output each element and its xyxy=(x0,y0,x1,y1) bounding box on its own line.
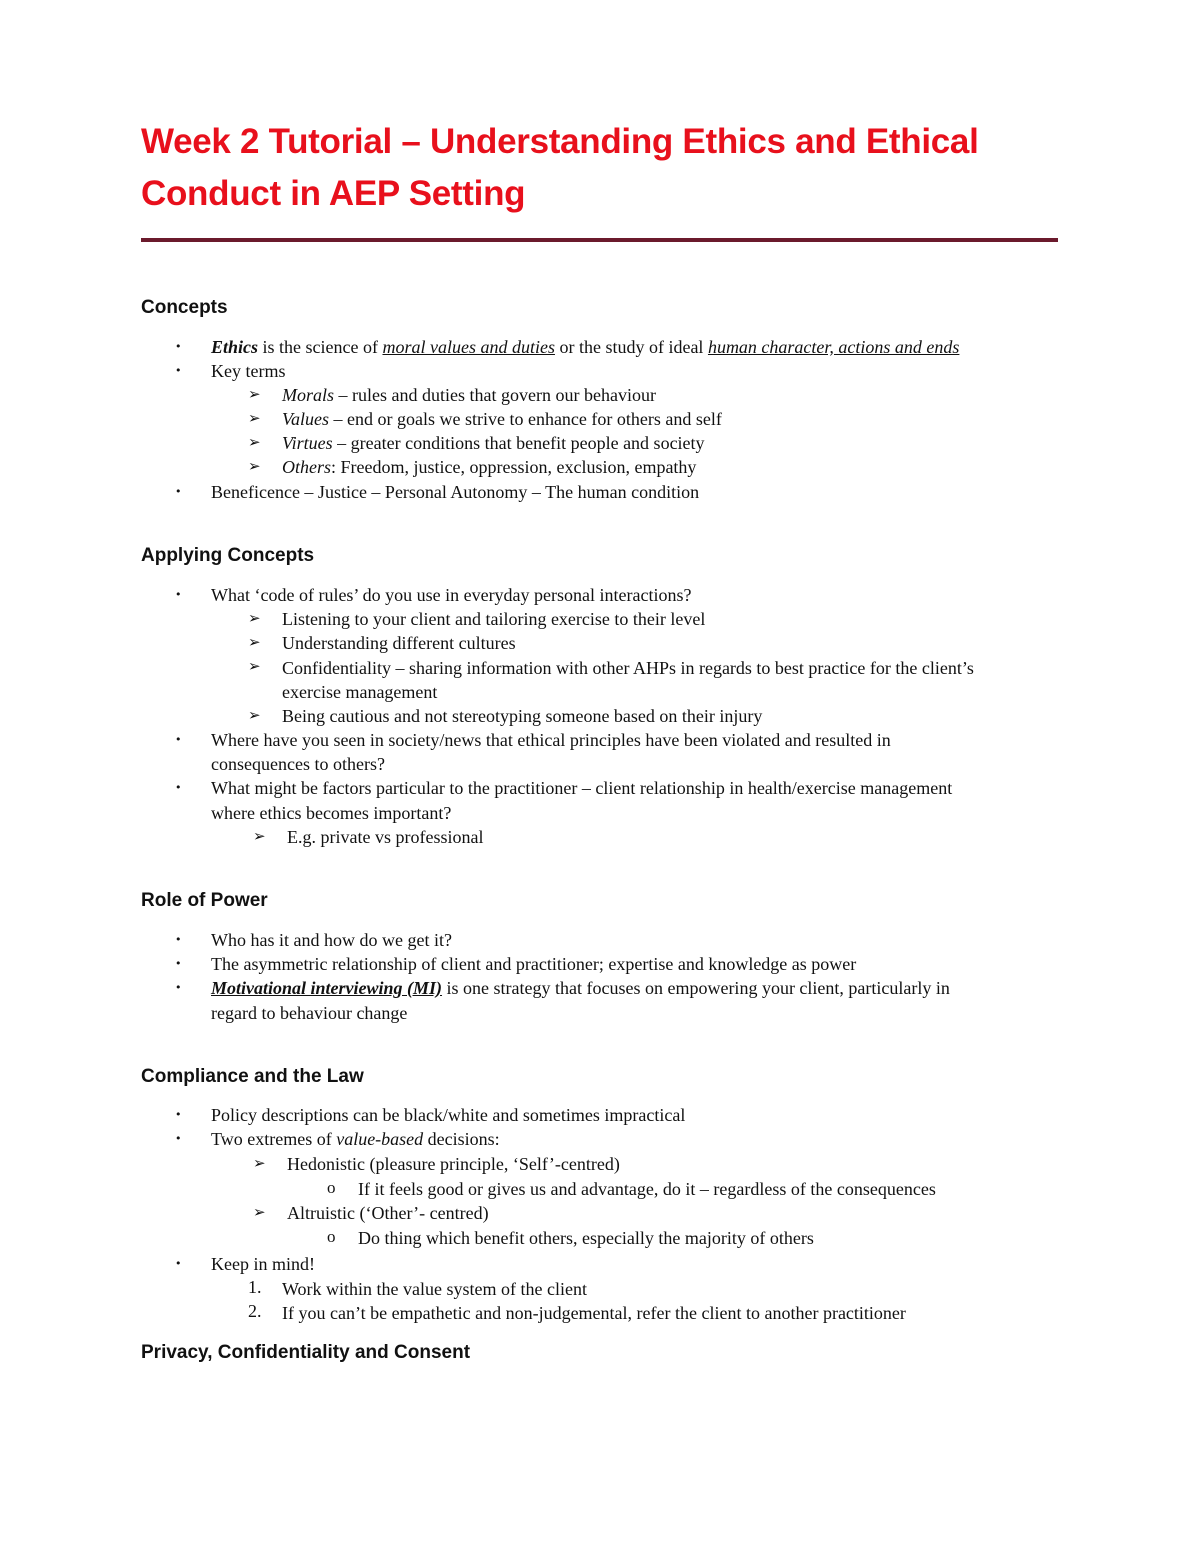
concepts-bullet-ethics: Ethics is the science of moral values and duties or the study of ideal human character, actions and ends xyxy=(211,337,960,357)
compliance-bullet-two-extremes: Two extremes of value-based decisions: xyxy=(211,1129,500,1149)
bullet-marker: • xyxy=(175,364,182,377)
bullet-marker: • xyxy=(175,1132,182,1145)
applying-sub-example: E.g. private vs professional xyxy=(287,827,484,847)
arrow-bullet-icon: ➢ xyxy=(248,409,261,427)
applying-bullet-code-of-rules: What ‘code of rules’ do you use in everyday personal interactions? xyxy=(211,585,692,605)
compliance-numbered-2: If you can’t be empathetic and non-judgemental, refer the client to another practitioner xyxy=(282,1303,906,1323)
circle-bullet-icon: o xyxy=(327,1227,336,1246)
concepts-bullet-beneficence: Beneficence – Justice – Personal Autonomy – The human condition xyxy=(211,482,700,502)
applying-bullet-factors-cont: where ethics becomes important? xyxy=(211,803,452,823)
compliance-sub-hedonistic-detail: If it feels good or gives us and advantage, do it – regardless of the consequences xyxy=(358,1179,936,1199)
bullet-marker: • xyxy=(175,957,182,970)
arrow-bullet-icon: ➢ xyxy=(248,457,261,475)
compliance-numbered-1: Work within the value system of the client xyxy=(282,1279,587,1299)
applying-bullet-society-news: Where have you seen in society/news that ethical principles have been violated and resulted in xyxy=(211,730,891,750)
arrow-bullet-icon: ➢ xyxy=(248,633,261,651)
arrow-bullet-icon: ➢ xyxy=(248,385,261,403)
applying-sub-listening: Listening to your client and tailoring exercise to their level xyxy=(282,609,706,629)
heading-privacy: Privacy, Confidentiality and Consent xyxy=(141,1342,471,1363)
bullet-marker: • xyxy=(175,588,182,601)
bullet-marker: • xyxy=(175,1257,182,1270)
arrow-bullet-icon: ➢ xyxy=(248,609,261,627)
bullet-marker: • xyxy=(175,340,182,353)
applying-sub-confidentiality-cont: exercise management xyxy=(282,682,438,702)
key-term-morals: Morals – rules and duties that govern our behaviour xyxy=(282,385,656,405)
numbered-marker: 2. xyxy=(248,1301,262,1321)
heading-role-of-power: Role of Power xyxy=(141,890,268,911)
circle-bullet-icon: o xyxy=(327,1178,336,1197)
compliance-bullet-keep-in-mind: Keep in mind! xyxy=(211,1254,315,1274)
compliance-sub-altruistic: Altruistic (‘Other’- centred) xyxy=(287,1203,489,1223)
numbered-marker: 1. xyxy=(248,1277,262,1297)
bullet-marker: • xyxy=(175,485,182,498)
bullet-marker: • xyxy=(175,933,182,946)
power-bullet-who: Who has it and how do we get it? xyxy=(211,930,452,950)
bullet-marker: • xyxy=(175,1108,182,1121)
applying-sub-cautious: Being cautious and not stereotyping someone based on their injury xyxy=(282,706,763,726)
bullet-marker: • xyxy=(175,781,182,794)
arrow-bullet-icon: ➢ xyxy=(253,1154,266,1172)
power-bullet-mi: Motivational interviewing (MI) is one strategy that focuses on empowering your client, particularly in xyxy=(211,978,950,998)
power-bullet-mi-cont: regard to behaviour change xyxy=(211,1003,408,1023)
applying-bullet-factors: What might be factors particular to the practitioner – client relationship in health/exercise management xyxy=(211,778,953,798)
arrow-bullet-icon: ➢ xyxy=(248,706,261,724)
arrow-bullet-icon: ➢ xyxy=(253,1203,266,1221)
compliance-sub-hedonistic: Hedonistic (pleasure principle, ‘Self’-centred) xyxy=(287,1154,620,1174)
title-divider xyxy=(141,238,1058,242)
arrow-bullet-icon: ➢ xyxy=(248,657,261,675)
arrow-bullet-icon: ➢ xyxy=(253,827,266,845)
heading-concepts: Concepts xyxy=(141,297,228,318)
document-title: Week 2 Tutorial – Understanding Ethics and Ethical Conduct in AEP Setting xyxy=(141,122,979,213)
heading-compliance: Compliance and the Law xyxy=(141,1066,364,1087)
key-term-others: Others: Freedom, justice, oppression, exclusion, empathy xyxy=(282,457,697,477)
applying-bullet-society-news-cont: consequences to others? xyxy=(211,754,385,774)
arrow-bullet-icon: ➢ xyxy=(248,433,261,451)
bullet-marker: • xyxy=(175,981,182,994)
heading-applying-concepts: Applying Concepts xyxy=(141,545,315,566)
compliance-bullet-policy: Policy descriptions can be black/white and sometimes impractical xyxy=(211,1105,686,1125)
key-term-values: Values – end or goals we strive to enhance for others and self xyxy=(282,409,722,429)
bullet-marker: • xyxy=(175,733,182,746)
power-bullet-asymmetric: The asymmetric relationship of client and practitioner; expertise and knowledge as power xyxy=(211,954,857,974)
compliance-sub-altruistic-detail: Do thing which benefit others, especially the majority of others xyxy=(358,1228,814,1248)
concepts-bullet-key-terms: Key terms xyxy=(211,361,286,381)
key-term-virtues: Virtues – greater conditions that benefit people and society xyxy=(282,433,705,453)
applying-sub-cultures: Understanding different cultures xyxy=(282,633,516,653)
applying-sub-confidentiality: Confidentiality – sharing information with other AHPs in regards to best practice for the client’s xyxy=(282,658,974,678)
